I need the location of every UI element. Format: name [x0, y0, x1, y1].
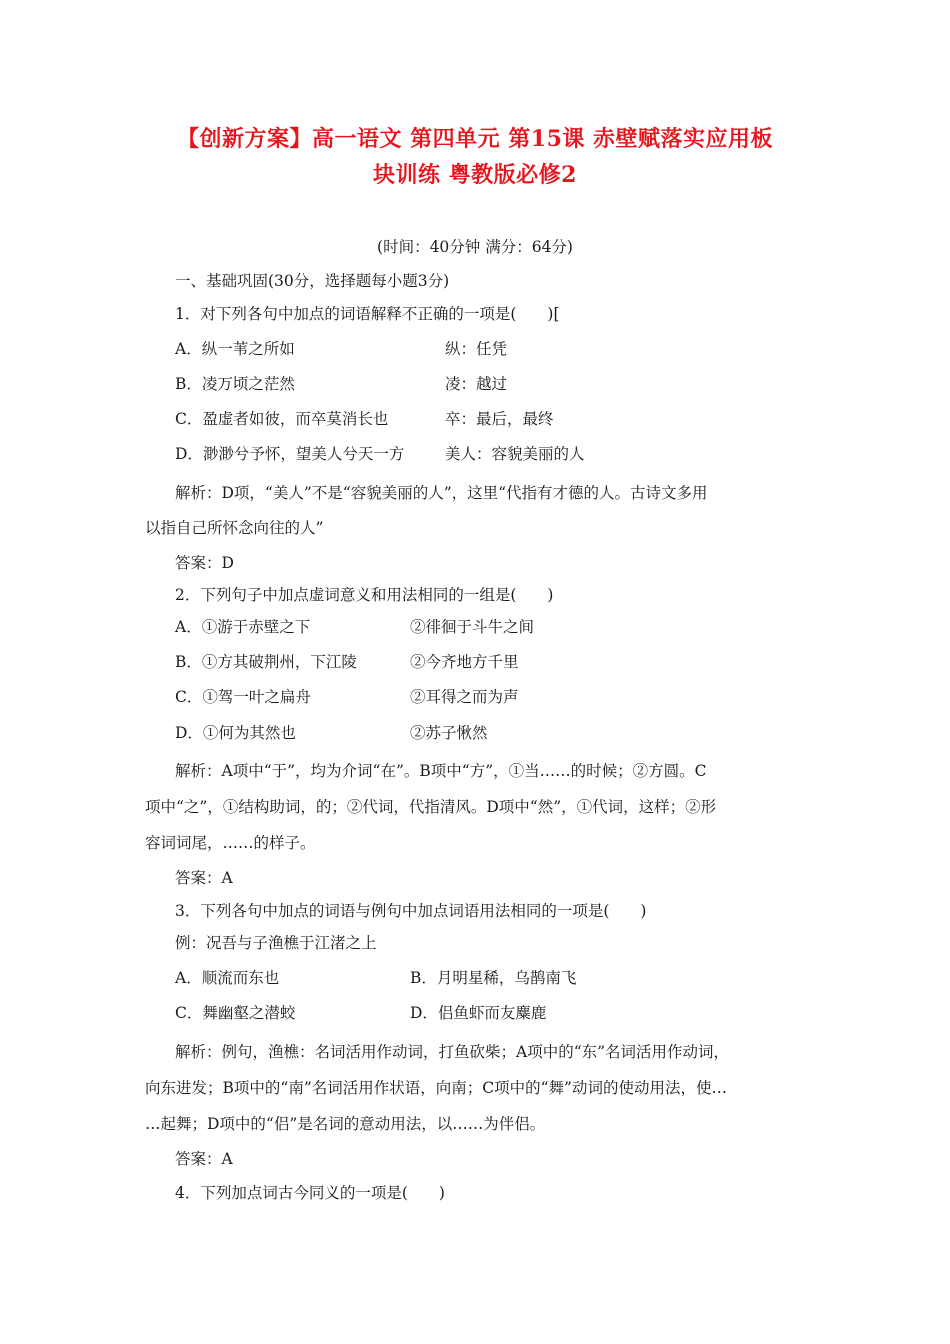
q2-analysis-line-3: 容词词尾，……的样子。: [145, 834, 316, 852]
q4-stem: 4．下列加点词古今同义的一项是( ): [175, 1184, 445, 1202]
q1-option-a-gloss: 纵：任凭: [445, 340, 508, 358]
section-heading: 一、基础巩固(30分，选择题每小题3分): [175, 272, 450, 290]
q2-option-b-1: B．①方其破荆州，下江陵: [175, 653, 357, 671]
q1-option-a: A．纵一苇之所如: [175, 340, 295, 358]
q2-option-c-2: ②耳得之而为声: [410, 688, 519, 706]
q3-option-d: D．侣鱼虾而友麋鹿: [410, 1004, 547, 1022]
q2-stem: 2．下列句子中加点虚词意义和用法相同的一组是( ): [175, 586, 554, 604]
document-title-line-1: 【创新方案】高一语文 第四单元 第15课 赤壁赋落实应用板: [176, 126, 774, 152]
q2-analysis-line-2: 项中“之”，①结构助词，的；②代词，代指清风。D项中“然”，①代词，这样；②形: [145, 798, 717, 816]
q1-option-b-gloss: 凌：越过: [445, 375, 508, 393]
q3-option-c: C．舞幽壑之潜蛟: [175, 1004, 296, 1022]
q1-stem: 1．对下列各句中加点的词语解释不正确的一项是( )[: [175, 305, 560, 323]
q1-option-d: D．渺渺兮予怀，望美人兮天一方: [175, 445, 405, 463]
q3-analysis-line-2: 向东进发；B项中的“南”名词活用作状语，向南；C项中的“舞”动词的使动用法，使…: [145, 1079, 727, 1097]
q1-analysis-line-2: 以指自己所怀念向往的人”: [145, 519, 324, 537]
q1-option-b: B．凌万顷之茫然: [175, 375, 295, 393]
q2-option-b-2: ②今齐地方千里: [410, 653, 519, 671]
q1-answer: 答案：D: [175, 554, 234, 572]
q1-analysis-line-1: 解析：D项，“美人”不是“容貌美丽的人”，这里“代指有才德的人。古诗文多用: [175, 484, 708, 502]
q3-option-b: B．月明星稀，乌鹊南飞: [410, 969, 577, 987]
q1-option-d-gloss: 美人：容貌美丽的人: [445, 445, 585, 463]
q2-option-a-1: A．①游于赤壁之下: [175, 618, 311, 636]
q2-analysis-line-1: 解析：A项中“于”，均为介词“在”。B项中“方”，①当……的时候；②方圆。C: [175, 762, 707, 780]
exam-meta: (时间：40分钟 满分：64分): [377, 238, 573, 256]
q2-option-c-1: C．①驾一叶之扁舟: [175, 688, 311, 706]
q3-analysis-line-1: 解析：例句，渔樵：名词活用作动词，打鱼砍柴；A项中的“东”名词活用作动词，: [175, 1043, 730, 1061]
q3-analysis-line-3: …起舞；D项中的“侣”是名词的意动用法，以……为伴侣。: [145, 1115, 546, 1133]
q2-option-a-2: ②徘徊于斗牛之间: [410, 618, 535, 636]
q3-stem: 3．下列各句中加点的词语与例句中加点词语用法相同的一项是( ): [175, 902, 647, 920]
q2-answer: 答案：A: [175, 869, 233, 887]
q3-example: 例：况吾与子渔樵于江渚之上: [175, 934, 377, 952]
q3-answer: 答案：A: [175, 1150, 233, 1168]
q3-option-a: A．顺流而东也: [175, 969, 280, 987]
document-title-line-2: 块训练 粤教版必修2: [373, 162, 577, 188]
q1-option-c-gloss: 卒：最后，最终: [445, 410, 554, 428]
q2-option-d-1: D．①何为其然也: [175, 724, 296, 742]
q2-option-d-2: ②苏子愀然: [410, 724, 488, 742]
q1-option-c: C．盈虚者如彼，而卒莫消长也: [175, 410, 389, 428]
